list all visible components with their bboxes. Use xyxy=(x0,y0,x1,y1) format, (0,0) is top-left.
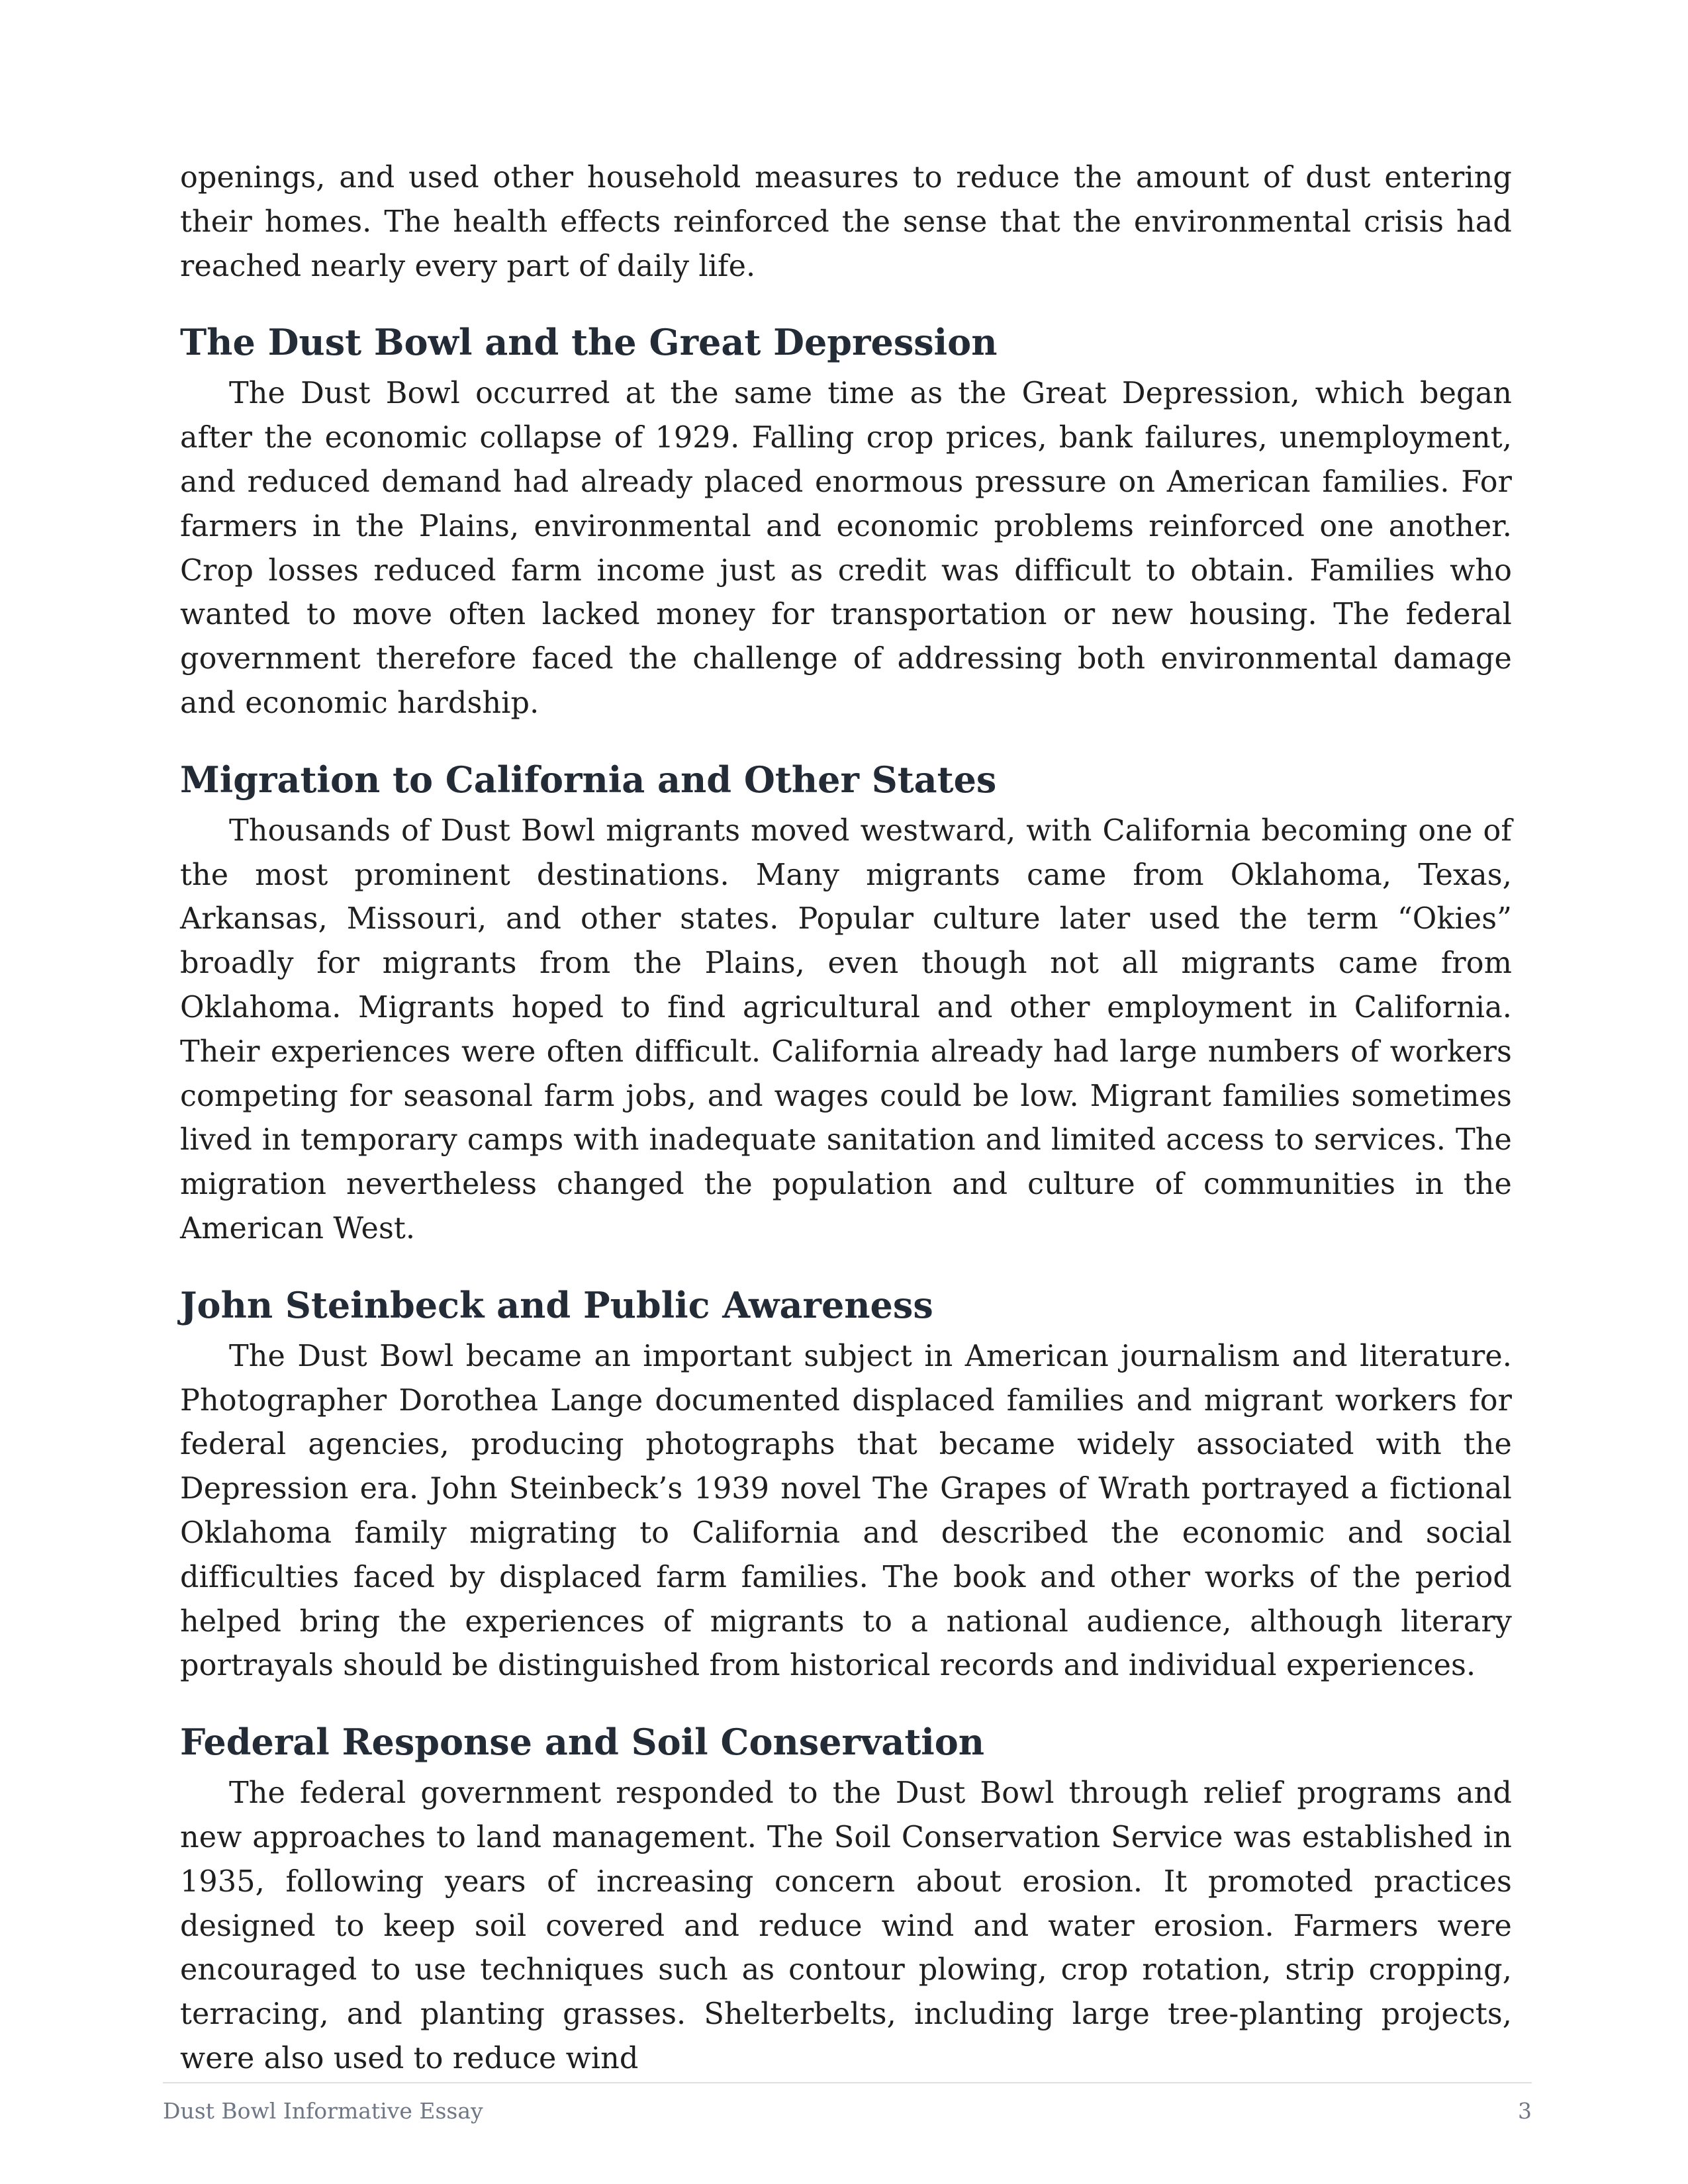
intro-paragraph: openings, and used other household measures to reduce the amount of dust entering their homes. The health effects reinforced the sense that the environmental crisis had reached nearly every part of daily life. xyxy=(180,161,1512,283)
section-heading-steinbeck: John Steinbeck and Public Awareness xyxy=(180,1283,933,1326)
section-body-steinbeck: The Dust Bowl became an important subject in American journalism and literature. Photographer Dorothea Lange documented displaced families and migrant workers for federal agencies, producing photographs that became widely associated with the Depression era. John Steinbeck’s 1939 novel The Grapes of Wrath portrayed a fictional Oklahoma family migrating to California and described the economic and social difficulties faced by displaced farm families. The book and other works of the period helped bring the experiences of migrants to a national audience, although literary portrayals should be distinguished from historical records and individual experiences. xyxy=(180,1339,1512,1683)
section-body-federal-response: The federal government responded to the Dust Bowl through relief programs and new approaches to land management. The Soil Conservation Service was established in 1935, following years of increasing concern about erosion. It promoted practices designed to keep soil covered and reduce wind and water erosion. Farmers were encouraged to use techniques such as contour plowing, crop rotation, strip cropping, terracing, and planting grasses. Shelterbelts, including large tree-planting projects, were also used to reduce wind xyxy=(180,1776,1512,2075)
section-heading-federal-response: Federal Response and Soil Conservation xyxy=(180,1721,985,1764)
page-content xyxy=(180,156,1512,2081)
section-body-migration: Thousands of Dust Bowl migrants moved westward, with California becoming one of the most prominent destinations. Many migrants came from Oklahoma, Texas, Arkansas, Missouri, and other states. Popular culture later used the term “Okies” broadly for migrants from the Plains, even though not all migrants came from Oklahoma. Migrants hoped to find agricultural and other employment in California. Their experiences were often difficult. California already had large numbers of workers competing for seasonal farm jobs, and wages could be low. Migrant families sometimes lived in temporary camps with inadequate sanitation and limited access to services. The migration nevertheless changed the population and culture of communities in the American West. xyxy=(180,813,1512,1246)
section-heading-migration: Migration to California and Other States xyxy=(180,758,997,801)
section-body-dust-bowl-depression: The Dust Bowl occurred at the same time as the Great Depression, which began after the economic collapse of 1929. Falling crop prices, bank failures, unemployment, and reduced demand had already placed enormous pressure on American families. For farmers in the Plains, environmental and economic problems reinforced one another. Crop losses reduced farm income just as credit was difficult to obtain. Families who wanted to move often lacked money for transportation or new housing. The federal government therefore faced the challenge of addressing both environmental damage and economic hardship. xyxy=(180,377,1512,720)
footer-title: Dust Bowl Informative Essay xyxy=(163,2098,483,2124)
section-heading-dust-bowl-depression: The Dust Bowl and the Great Depression xyxy=(180,321,998,364)
page-number: 3 xyxy=(1518,2098,1532,2124)
footer-divider xyxy=(163,2082,1532,2083)
